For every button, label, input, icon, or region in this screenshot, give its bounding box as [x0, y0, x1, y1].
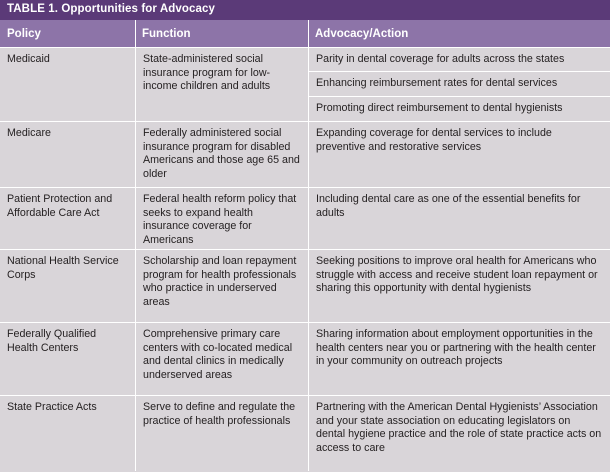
advocacy-item: Seeking positions to improve oral health for Americans who struggle with access and receive student loan repayment or sharing this opportunity with dental hygienists	[316, 255, 598, 295]
cell-advocacy	[308, 396, 610, 471]
cell-advocacy	[308, 122, 610, 187]
column-header-function: Function	[135, 20, 308, 47]
table-row	[0, 396, 610, 471]
advocacy-item: Including dental care as one of the essential benefits for adults	[316, 193, 581, 219]
table-row	[0, 250, 610, 323]
cell-function: Scholarship and loan repayment program for health professionals who practice in underserved areas	[135, 250, 308, 322]
cell-policy: Patient Protection and Affordable Care Act	[0, 188, 135, 249]
cell-advocacy	[308, 48, 610, 121]
table-header-row	[0, 20, 610, 47]
cell-function: State-administered social insurance program for low-income children and adults	[135, 48, 308, 121]
cell-policy: Medicaid	[0, 48, 135, 121]
column-header-advocacy-action: Advocacy/Action	[308, 20, 610, 47]
table-row	[0, 188, 610, 250]
cell-function: Federally administered social insurance program for disabled Americans and those age 65 and older	[135, 122, 308, 187]
cell-policy: State Practice Acts	[0, 396, 135, 471]
advocacy-item: Promoting direct reimbursement to dental hygienists	[316, 102, 563, 115]
advocacy-item: Parity in dental coverage for adults across the states	[309, 48, 610, 72]
cell-policy: Medicare	[0, 122, 135, 187]
cell-policy: National Health Service Corps	[0, 250, 135, 322]
table-body	[0, 47, 610, 472]
advocacy-item: Sharing information about employment opportunities in the health centers near you or partnering with the health center in your community on outreach projects	[316, 328, 596, 368]
table-title: TABLE 1. Opportunities for Advocacy	[7, 3, 215, 16]
cell-function: Serve to define and regulate the practice of health professionals	[135, 396, 308, 471]
advocacy-item: Enhancing reimbursement rates for dental services	[309, 72, 610, 96]
cell-policy: Federally Qualified Health Centers	[0, 323, 135, 395]
advocacy-item: Partnering with the American Dental Hygienists’ Association and your state association on educating legislators on dental hygiene practice and the role of state practice acts on access to care	[316, 401, 602, 454]
table-row	[0, 323, 610, 396]
cell-advocacy	[308, 323, 610, 395]
table-row	[0, 48, 610, 122]
cell-function: Federal health reform policy that seeks to expand health insurance coverage for Americans	[135, 188, 308, 249]
cell-advocacy	[308, 188, 610, 249]
cell-advocacy	[308, 250, 610, 322]
column-header-policy: Policy	[0, 20, 135, 47]
table-title-bar	[0, 0, 610, 20]
cell-function: Comprehensive primary care centers with co-located medical and dental clinics in medically underserved areas	[135, 323, 308, 395]
advocacy-item: Expanding coverage for dental services to include preventive and restorative services	[316, 127, 552, 153]
table-row	[0, 122, 610, 188]
